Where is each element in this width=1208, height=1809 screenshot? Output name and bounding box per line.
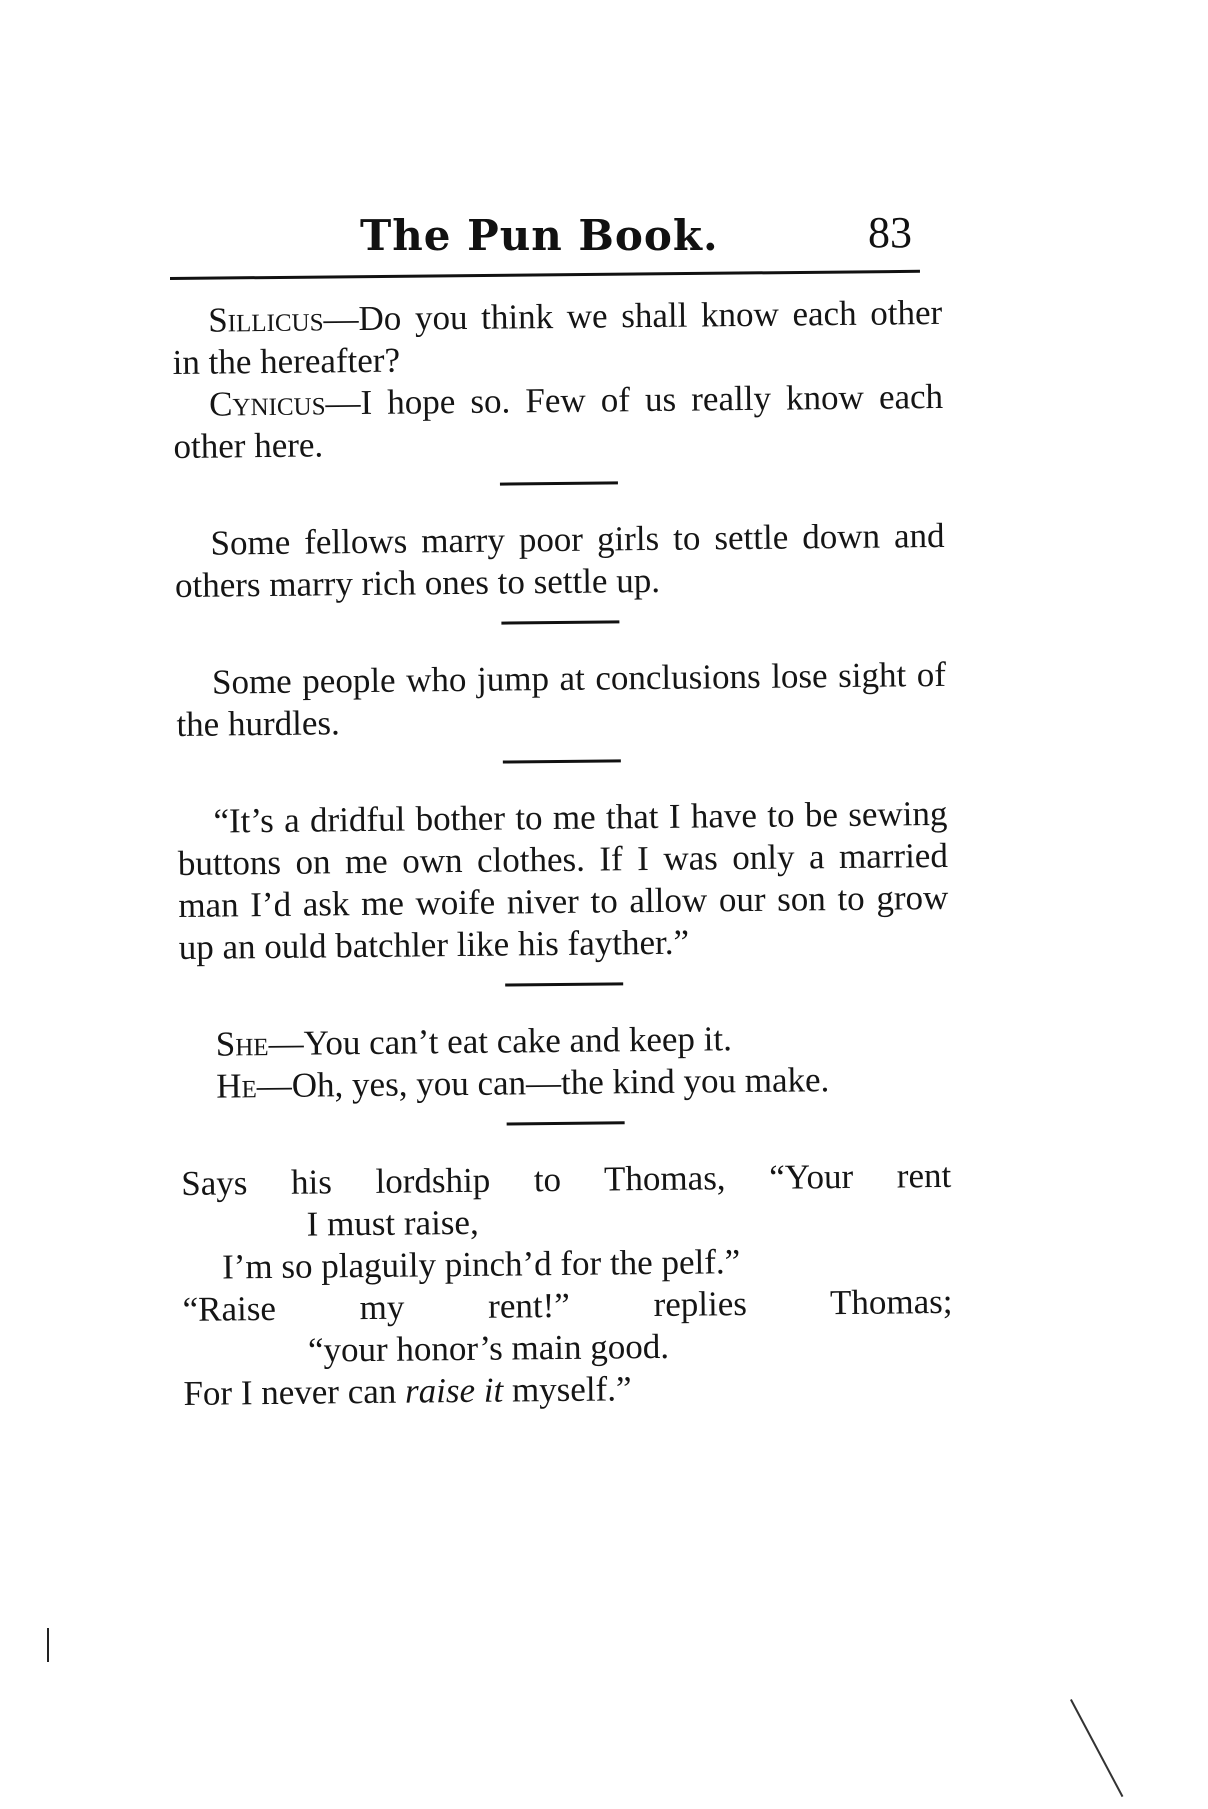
joke-text: Some fellows marry poor girls to settle down and others marry rich ones to settle up. bbox=[174, 515, 945, 605]
separator-rule bbox=[500, 481, 618, 485]
header-rule bbox=[170, 270, 920, 280]
speaker-name: Sillicus bbox=[208, 299, 324, 340]
separator-rule bbox=[505, 982, 623, 986]
separator-rule bbox=[501, 620, 619, 624]
joke-sillicus-cynicus bbox=[172, 292, 944, 468]
dialogue-text: —You can’t eat cake and keep it. bbox=[268, 1019, 733, 1064]
joke-cake bbox=[180, 1016, 951, 1108]
page-corner-mark bbox=[1070, 1699, 1123, 1797]
joke-conclusions bbox=[176, 654, 947, 746]
speaker-name: He bbox=[216, 1066, 257, 1106]
joke-buttons bbox=[177, 793, 949, 969]
dialogue-line bbox=[180, 1058, 950, 1108]
dialogue-text: —I hope so. Few of us really know each other here. bbox=[173, 376, 944, 466]
verse-emphasis: raise it bbox=[404, 1370, 504, 1411]
separator-rule bbox=[507, 1121, 625, 1125]
margin-mark bbox=[47, 1628, 49, 1662]
verse-text: For I never can bbox=[183, 1371, 406, 1413]
verse-rent bbox=[181, 1155, 954, 1415]
speaker-name: Cynicus bbox=[208, 383, 326, 424]
joke-settle bbox=[174, 515, 945, 607]
body-text bbox=[172, 292, 954, 1415]
speaker-name: She bbox=[215, 1024, 269, 1064]
dialogue-text: —Do you think we shall know each other in the hereafter? bbox=[172, 292, 943, 382]
verse-line: Says his lordship to Thomas, “Your rent bbox=[181, 1155, 952, 1203]
verse-line: I must raise, bbox=[306, 1202, 479, 1244]
separator-rule bbox=[503, 759, 621, 763]
verse-line bbox=[183, 1365, 953, 1415]
joke-text: “It’s a dridful bother to me that I have to be sewing buttons on me own clothes. If I was only a married man I’d ask me woife niver to allow our son to grow up an ould batchler like his fayther.” bbox=[177, 793, 949, 967]
page-number: 83 bbox=[868, 208, 912, 257]
joke-text: Some people who jump at conclusions lose sight of the hurdles. bbox=[176, 654, 947, 744]
dialogue-line bbox=[173, 376, 944, 468]
dialogue-text: —Oh, yes, you can—the kind you make. bbox=[256, 1060, 830, 1106]
verse-text: myself.” bbox=[503, 1369, 632, 1410]
verse-line: “Raise my rent!” replies Thomas; bbox=[182, 1281, 953, 1329]
dialogue-line bbox=[172, 292, 943, 384]
verse-line: “your honor’s main good. bbox=[307, 1326, 670, 1370]
running-head bbox=[170, 205, 920, 295]
book-title: The Pun Book. bbox=[360, 211, 719, 260]
verse-line: I’m so plaguily pinch’d for the pelf.” bbox=[221, 1242, 741, 1287]
